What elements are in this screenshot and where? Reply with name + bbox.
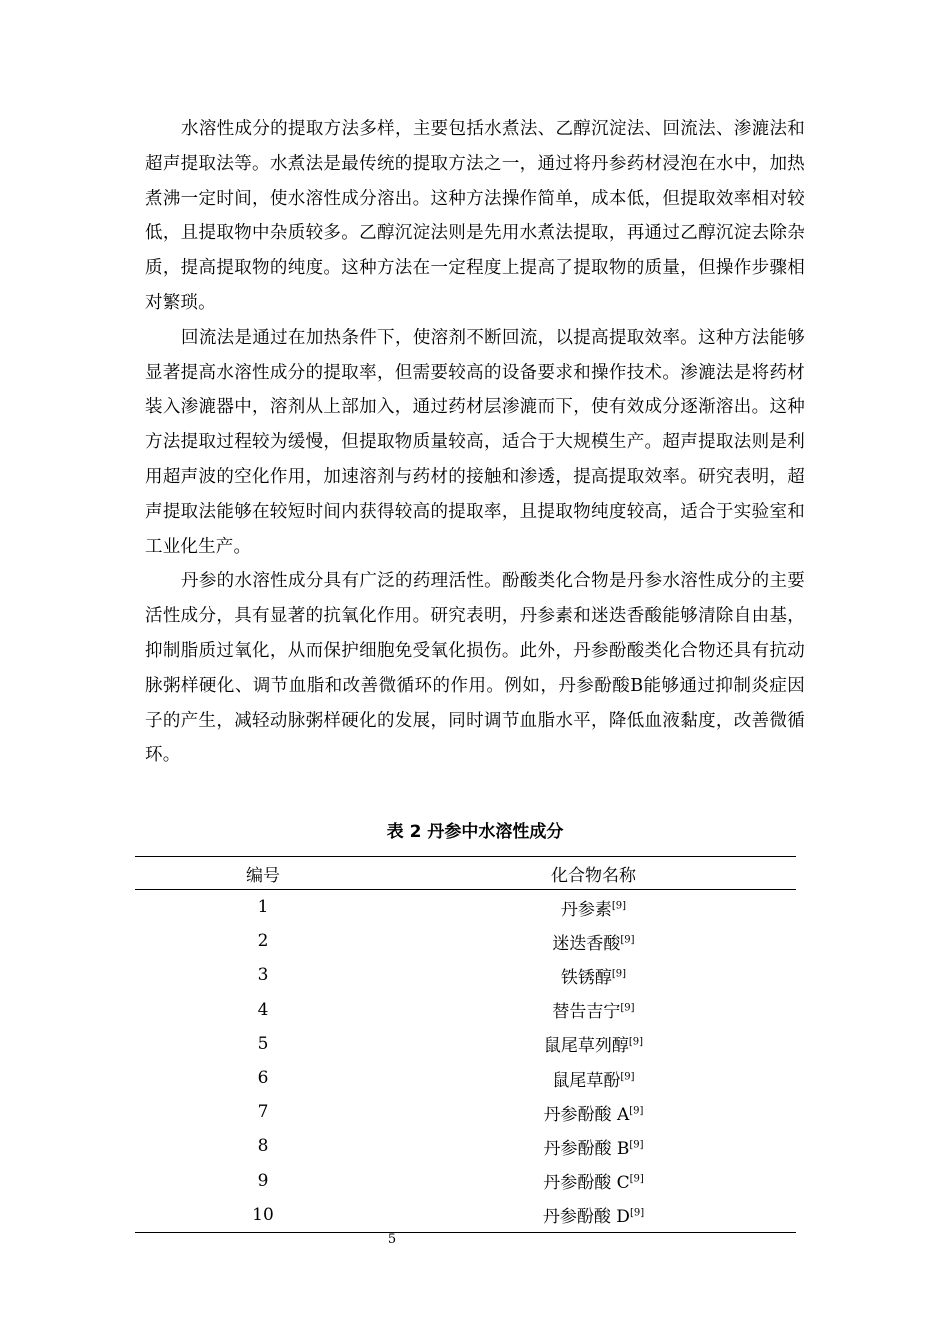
compound-name: 鼠尾草酚 <box>552 1070 621 1091</box>
citation-ref: [9] <box>629 1105 644 1117</box>
compound-name-cell <box>391 890 796 925</box>
page-number: 5 <box>387 1232 397 1247</box>
compound-name-cell <box>391 1095 796 1129</box>
compound-name-cell <box>391 1164 796 1198</box>
compound-name-cell <box>391 958 796 992</box>
table-row <box>135 1164 796 1198</box>
table-row <box>135 1095 796 1129</box>
compound-name-cell <box>391 993 796 1027</box>
compound-name: 丹参素 <box>560 899 612 920</box>
table-row <box>135 1129 796 1163</box>
table-row <box>135 1027 796 1061</box>
row-number: 6 <box>257 1068 269 1089</box>
compound-table-container <box>135 856 796 1233</box>
body-text <box>145 112 805 773</box>
citation-ref: [9] <box>629 1173 644 1185</box>
row-number: 3 <box>257 965 269 986</box>
citation-ref: [9] <box>629 1207 645 1219</box>
compound-name: 丹参酚酸 A <box>543 1104 630 1125</box>
compound-name: 鼠尾草列醇 <box>543 1036 629 1057</box>
table-row <box>135 1198 796 1233</box>
compound-name: 铁锈醇 <box>560 967 612 988</box>
compound-name-cell <box>391 924 796 958</box>
citation-ref: [9] <box>611 899 627 911</box>
compound-name: 迷迭香酸 <box>552 933 621 954</box>
row-number: 2 <box>257 931 269 952</box>
table-row <box>135 1061 796 1095</box>
row-number: 9 <box>257 1170 269 1191</box>
table-row <box>135 993 796 1027</box>
paragraph-reflux-percolation: 回流法是通过在加热条件下，使溶剂不断回流，以提高提取效率。这种方法能够显著提高水溶性成分的提取率，但需要较高的设备要求和操作技术。渗漉法是将药材装入渗漉器中，溶剂从上部加入，通过药材层渗漉而下，使有效成分逐渐溶出。这种方法提取过程较为缓慢，但提取物质量较高，适合于大规模生产。超声提取法则是利用超声波的空化作用，加速溶剂与药材的接触和渗透，提高提取效率。研究表明，超声提取法能够在较短时间内获得较高的提取率，且提取物纯度较高，适合于实验室和工业化生产。 <box>145 327 805 557</box>
compound-name: 丹参酚酸 C <box>543 1173 630 1194</box>
header-number: 编号 <box>246 865 280 886</box>
paragraph-pharmacology: 丹参的水溶性成分具有广泛的药理活性。酚酸类化合物是丹参水溶性成分的主要活性成分，具有显著的抗氧化作用。研究表明，丹参素和迷迭香酸能够清除自由基，抑制脂质过氧化，从而保护细胞免受氧化损伤。此外，丹参酚酸类化合物还具有抗动脉粥样硬化、调节血脂和改善微循环的作用。例如，丹参酚酸B能够通过抑制炎症因子的产生，减轻动脉粥样硬化的发展，同时调节血脂水平，降低血液黏度，改善微循环。 <box>145 571 805 766</box>
compound-name-cell <box>391 1198 796 1233</box>
table-header-row <box>135 857 796 890</box>
compound-name-cell <box>391 1129 796 1163</box>
row-number: 1 <box>257 897 269 918</box>
row-number: 5 <box>257 1033 269 1054</box>
compound-name-cell <box>391 1061 796 1095</box>
compound-name: 丹参酚酸 B <box>543 1138 630 1159</box>
citation-ref: [9] <box>620 1070 635 1082</box>
row-number: 4 <box>257 999 269 1020</box>
table-caption: 表 2 丹参中水溶性成分 <box>386 822 564 842</box>
table-row <box>135 958 796 992</box>
paragraph-extraction-methods: 水溶性成分的提取方法多样，主要包括水煮法、乙醇沉淀法、回流法、渗漉法和超声提取法等。水煮法是最传统的提取方法之一，通过将丹参药材浸泡在水中，加热煮沸一定时间，使水溶性成分溶出。这种方法操作简单，成本低，但提取效率相对较低，且提取物中杂质较多。乙醇沉淀法则是先用水煮法提取，再通过乙醇沉淀去除杂质，提高提取物的纯度。这种方法在一定程度上提高了提取物的质量，但操作步骤相对繁琐。 <box>145 119 805 313</box>
table-row <box>135 890 796 925</box>
citation-ref: [9] <box>620 1002 635 1014</box>
compound-table <box>135 856 796 1233</box>
row-number: 10 <box>252 1204 274 1225</box>
row-number: 8 <box>257 1136 269 1157</box>
table-row <box>135 924 796 958</box>
compound-name: 替告吉宁 <box>552 1002 621 1023</box>
header-compound-name: 化合物名称 <box>551 865 636 886</box>
row-number: 7 <box>257 1102 269 1123</box>
citation-ref: [9] <box>629 1139 644 1151</box>
compound-name: 丹参酚酸 D <box>542 1207 630 1228</box>
compound-name-cell <box>391 1027 796 1061</box>
citation-ref: [9] <box>628 1036 644 1048</box>
citation-ref: [9] <box>611 968 627 980</box>
citation-ref: [9] <box>620 934 635 946</box>
